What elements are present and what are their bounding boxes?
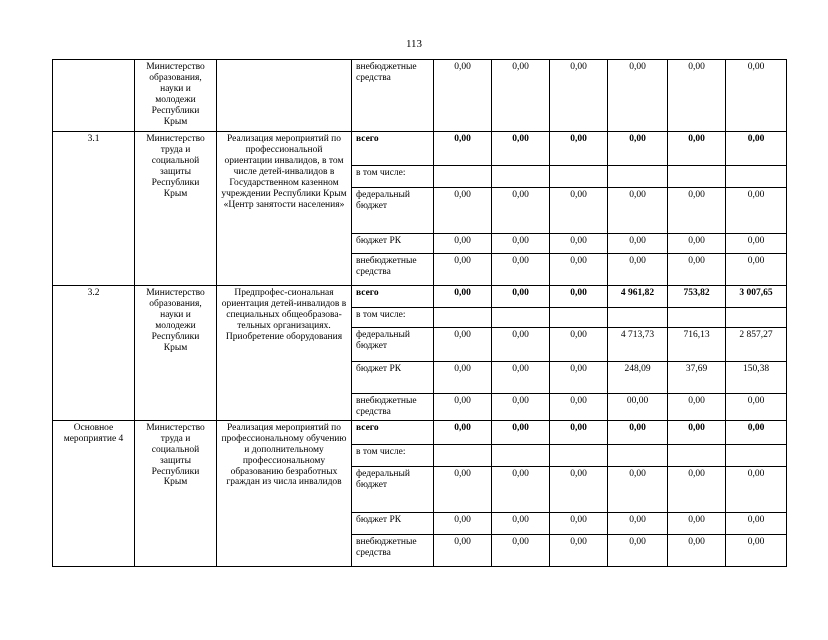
value-cell: 00,00 — [608, 394, 668, 421]
value-cell: 0,00 — [434, 254, 492, 286]
value-cell: 0,00 — [550, 234, 608, 254]
funding-source-cell: в том числе: — [352, 308, 434, 328]
value-cell: 248,09 — [608, 362, 668, 394]
budget-table — [52, 59, 787, 567]
value-cell — [668, 308, 726, 328]
value-cell: 0,00 — [668, 534, 726, 566]
funding-source-cell: бюджет РК — [352, 362, 434, 394]
funding-source-cell: внебюджетные средства — [352, 394, 434, 421]
value-cell: 0,00 — [726, 234, 787, 254]
value-cell: 0,00 — [668, 234, 726, 254]
funding-source-cell: в том числе: — [352, 444, 434, 466]
funding-source-cell: бюджет РК — [352, 234, 434, 254]
value-cell: 0,00 — [492, 188, 550, 234]
value-cell: 0,00 — [434, 60, 492, 132]
table-row — [53, 420, 787, 444]
value-cell — [608, 308, 668, 328]
value-cell: 0,00 — [726, 254, 787, 286]
value-cell: 0,00 — [608, 132, 668, 166]
value-cell: 0,00 — [726, 534, 787, 566]
value-cell: 3 007,65 — [726, 286, 787, 308]
value-cell: 0,00 — [550, 534, 608, 566]
value-cell: 0,00 — [668, 254, 726, 286]
funding-source-cell: в том числе: — [352, 166, 434, 188]
funding-source-cell: бюджет РК — [352, 512, 434, 534]
value-cell: 0,00 — [608, 534, 668, 566]
executor-cell: Министерство образования, науки и молодежи Республики Крым — [135, 286, 217, 421]
value-cell — [434, 166, 492, 188]
funding-source-cell: внебюджетные средства — [352, 254, 434, 286]
value-cell — [492, 166, 550, 188]
value-cell: 0,00 — [434, 328, 492, 362]
value-cell: 0,00 — [492, 534, 550, 566]
value-cell — [550, 444, 608, 466]
measure-name-cell: Реализация мероприятий по профессиональному обучению и дополнительному профессиональному образованию безработных граждан из числа инвалидов — [217, 420, 352, 566]
value-cell: 753,82 — [668, 286, 726, 308]
measure-number-cell — [53, 60, 135, 132]
value-cell: 0,00 — [550, 132, 608, 166]
value-cell: 0,00 — [550, 420, 608, 444]
value-cell: 0,00 — [434, 394, 492, 421]
value-cell: 0,00 — [492, 466, 550, 512]
value-cell: 0,00 — [434, 234, 492, 254]
value-cell: 0,00 — [434, 286, 492, 308]
value-cell: 0,00 — [608, 254, 668, 286]
executor-cell: Министерство труда и социальной защиты Республики Крым — [135, 420, 217, 566]
table-row — [53, 286, 787, 308]
value-cell — [492, 444, 550, 466]
value-cell: 0,00 — [492, 362, 550, 394]
value-cell: 0,00 — [492, 254, 550, 286]
value-cell: 0,00 — [608, 234, 668, 254]
value-cell — [726, 308, 787, 328]
value-cell — [550, 308, 608, 328]
funding-source-cell: всего — [352, 286, 434, 308]
value-cell: 0,00 — [726, 188, 787, 234]
value-cell — [550, 166, 608, 188]
value-cell: 0,00 — [668, 132, 726, 166]
value-cell: 0,00 — [550, 512, 608, 534]
value-cell — [668, 166, 726, 188]
funding-source-cell: внебюджетные средства — [352, 60, 434, 132]
value-cell: 150,38 — [726, 362, 787, 394]
executor-cell: Министерство образования, науки и молодежи Республики Крым — [135, 60, 217, 132]
value-cell: 0,00 — [550, 394, 608, 421]
value-cell: 0,00 — [608, 420, 668, 444]
value-cell: 0,00 — [434, 420, 492, 444]
value-cell: 0,00 — [434, 512, 492, 534]
value-cell: 0,00 — [492, 132, 550, 166]
table-row — [53, 132, 787, 166]
value-cell: 0,00 — [550, 254, 608, 286]
value-cell: 0,00 — [492, 328, 550, 362]
value-cell — [608, 444, 668, 466]
executor-cell: Министерство труда и социальной защиты Республики Крым — [135, 132, 217, 286]
value-cell: 2 857,27 — [726, 328, 787, 362]
value-cell: 0,00 — [434, 466, 492, 512]
value-cell: 0,00 — [550, 362, 608, 394]
value-cell: 0,00 — [550, 60, 608, 132]
value-cell: 0,00 — [492, 394, 550, 421]
value-cell: 0,00 — [726, 60, 787, 132]
funding-source-cell: всего — [352, 420, 434, 444]
funding-source-cell: всего — [352, 132, 434, 166]
budget-table-body — [53, 60, 787, 567]
value-cell: 0,00 — [434, 534, 492, 566]
measure-name-cell: Реализация мероприятий по профессиональной ориентации инвалидов, в том числе детей-инвалидов в Государственном казенном учреждении Республики Крым «Центр занятости населения» — [217, 132, 352, 286]
value-cell: 0,00 — [608, 188, 668, 234]
value-cell: 0,00 — [492, 60, 550, 132]
value-cell: 0,00 — [492, 234, 550, 254]
value-cell: 0,00 — [726, 466, 787, 512]
value-cell: 0,00 — [726, 132, 787, 166]
value-cell: 0,00 — [668, 512, 726, 534]
value-cell: 0,00 — [492, 512, 550, 534]
funding-source-cell: федеральный бюджет — [352, 188, 434, 234]
value-cell: 0,00 — [726, 394, 787, 421]
value-cell: 0,00 — [492, 286, 550, 308]
value-cell: 4 713,73 — [608, 328, 668, 362]
measure-name-cell: Предпрофес-сиональная ориентация детей-инвалидов в специальных общеобразова-тельных организациях. Приобретение оборудования — [217, 286, 352, 421]
value-cell — [608, 166, 668, 188]
value-cell — [726, 166, 787, 188]
value-cell: 0,00 — [668, 188, 726, 234]
funding-source-cell: внебюджетные средства — [352, 534, 434, 566]
value-cell — [492, 308, 550, 328]
value-cell — [668, 444, 726, 466]
measure-number-cell: 3.2 — [53, 286, 135, 421]
measure-number-cell: 3.1 — [53, 132, 135, 286]
funding-source-cell: федеральный бюджет — [352, 328, 434, 362]
value-cell: 0,00 — [550, 328, 608, 362]
page-number: 113 — [405, 38, 423, 50]
value-cell: 0,00 — [668, 60, 726, 132]
value-cell: 0,00 — [608, 512, 668, 534]
value-cell — [726, 444, 787, 466]
measure-name-cell — [217, 60, 352, 132]
value-cell: 0,00 — [668, 394, 726, 421]
table-row — [53, 60, 787, 132]
value-cell: 0,00 — [550, 466, 608, 512]
value-cell: 0,00 — [550, 188, 608, 234]
value-cell: 0,00 — [668, 466, 726, 512]
value-cell: 0,00 — [608, 60, 668, 132]
value-cell: 0,00 — [434, 362, 492, 394]
value-cell: 0,00 — [434, 188, 492, 234]
value-cell: 0,00 — [434, 132, 492, 166]
funding-source-cell: федеральный бюджет — [352, 466, 434, 512]
value-cell — [434, 444, 492, 466]
value-cell: 4 961,82 — [608, 286, 668, 308]
value-cell: 716,13 — [668, 328, 726, 362]
value-cell: 0,00 — [726, 420, 787, 444]
value-cell: 0,00 — [668, 420, 726, 444]
value-cell: 0,00 — [726, 512, 787, 534]
value-cell: 37,69 — [668, 362, 726, 394]
measure-number-cell: Основное мероприятие 4 — [53, 420, 135, 566]
value-cell: 0,00 — [608, 466, 668, 512]
value-cell: 0,00 — [492, 420, 550, 444]
value-cell: 0,00 — [550, 286, 608, 308]
value-cell — [434, 308, 492, 328]
